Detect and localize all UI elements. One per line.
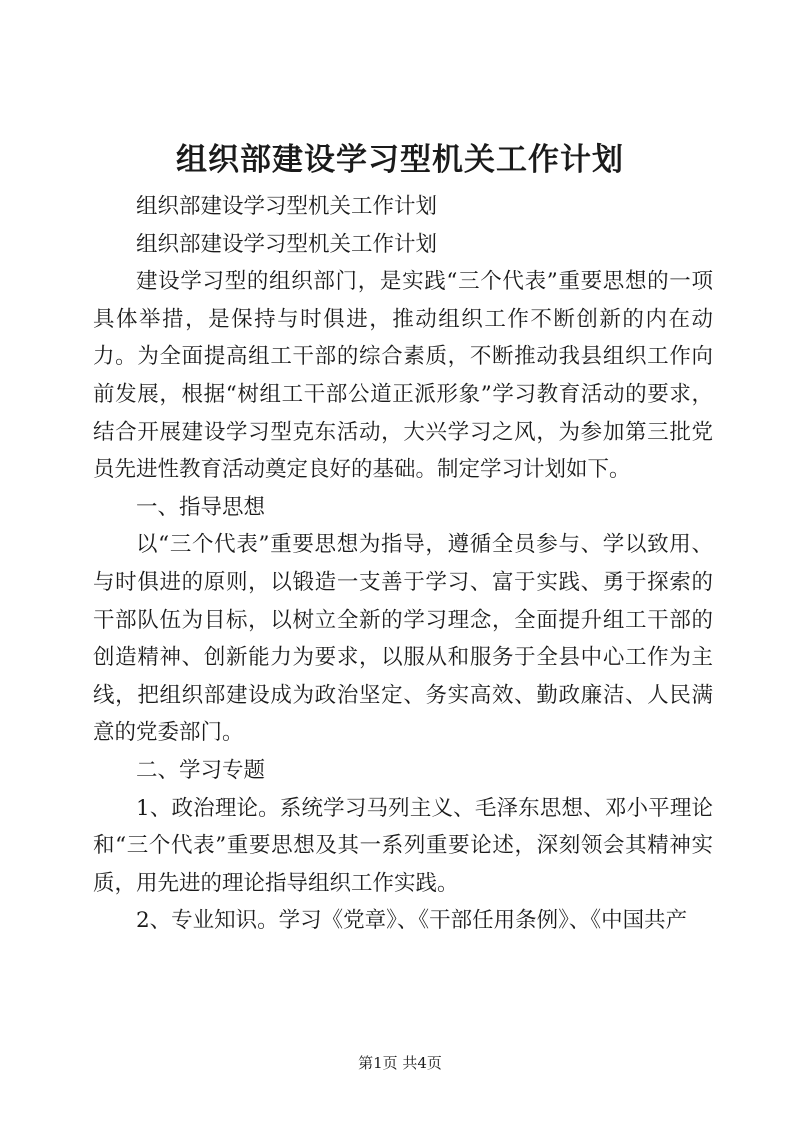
paragraph: 1、政治理论。系统学习马列主义、毛泽东思想、邓小平理论和“三个代表”重要思想及其一系列重要论述，深刻领会其精神实质，用先进的理论指导组织工作实践。 [93, 795, 713, 896]
section-heading: 一、指导思想 [136, 494, 266, 520]
paragraph: 2、专业知识。学习《党章》、《干部任用条例》、《中国共产 [136, 908, 688, 934]
paragraph: 组织部建设学习型机关工作计划 [136, 231, 438, 257]
document-title: 组织部建设学习型机关工作计划 [176, 142, 624, 178]
paragraph: 组织部建设学习型机关工作计划 [136, 194, 438, 219]
page-footer: 第1页 共4页 [358, 1054, 442, 1072]
paragraph: 建设学习型的组织部门，是实践“三个代表”重要思想的一项具体举措，是保持与时俱进，推动组织工作不断创新的内在动力。为全面提高组工干部的综合素质，不断推动我县组织工作向前发展，根据“树组工干部公道正派形象”学习教育活动的要求，结合开展建设学习型克东活动，大兴学习之风，为参加第三批党员先进性教育活动奠定良好的基础。制定学习计划如下。 [93, 269, 713, 483]
paragraph: 以“三个代表”重要思想为指导，遵循全员参与、学以致用、与时俱进的原则，以锻造一支善于学习、富于实践、勇于探索的干部队伍为目标，以树立全新的学习理念，全面提升组工干部的创造精神、创新能力为要求，以服从和服务于全县中心工作为主线，把组织部建设成为政治坚定、务实高效、勤政廉洁、人民满意的党委部门。 [93, 532, 713, 746]
document-body [93, 188, 713, 940]
section-heading: 二、学习专题 [136, 757, 266, 783]
